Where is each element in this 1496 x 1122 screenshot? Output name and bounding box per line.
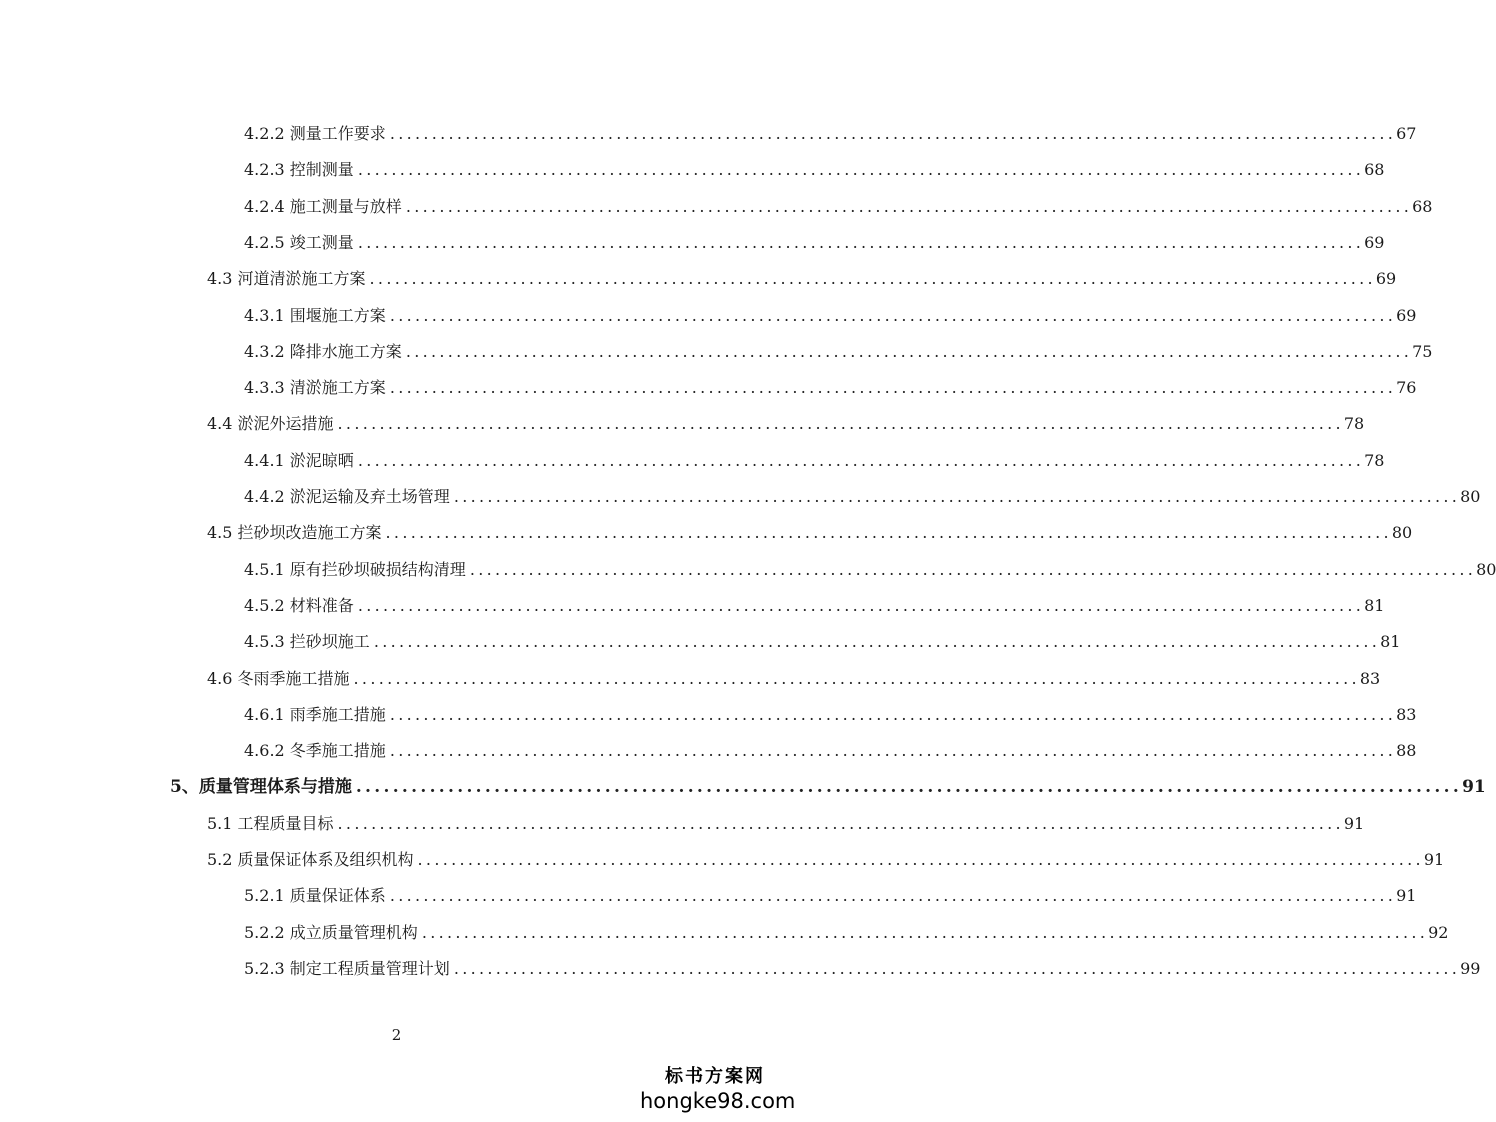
toc-entry-page: 91: [1396, 886, 1417, 906]
watermark-name: 标书方案网: [665, 1066, 765, 1087]
toc-entry-page: 69: [1364, 232, 1385, 252]
watermark-logo: [640, 1066, 796, 1114]
toc-entry-title: 4.5.1 原有拦砂坝破损结构清理: [244, 559, 466, 579]
toc-entry-title: 4.2.3 控制测量: [244, 160, 354, 180]
toc-dot-leader: ........................................................................................................................: [421, 922, 1429, 942]
toc-dot-leader: ........................................................................................................................: [389, 305, 1397, 325]
toc-entry[interactable]: [0, 408, 1365, 434]
toc-dot-leader: ........................................................................................................................: [389, 124, 1397, 143]
toc-entry[interactable]: [0, 917, 1449, 943]
toc-entry-page: 91: [1423, 850, 1445, 869]
toc-entry[interactable]: [0, 590, 1385, 616]
toc-entry-title: 4.2.4 施工测量与放样: [244, 196, 402, 216]
toc-entry-page: 81: [1364, 595, 1385, 615]
toc-entry-page: 80: [1476, 559, 1496, 579]
toc-dot-leader: ........................................................................................................................: [417, 850, 1424, 869]
toc-entry-title: 4.5.2 材料准备: [244, 595, 354, 615]
toc-entry[interactable]: [0, 118, 1417, 144]
toc-dot-leader: ........................................................................................................................: [389, 378, 1397, 398]
toc-entry-title: 4.3.2 降排水施工方案: [244, 341, 402, 361]
toc-entry[interactable]: [0, 263, 1397, 289]
toc-entry[interactable]: [0, 554, 1496, 580]
toc-entry-page: 91: [1343, 813, 1365, 833]
toc-entry-page: 68: [1364, 160, 1385, 180]
toc-entry-page: 68: [1412, 196, 1433, 216]
toc-dot-leader: ........................................................................................................................: [355, 777, 1463, 798]
toc-entry-title: 4.5 拦砂坝改造施工方案: [207, 523, 382, 543]
toc-entry[interactable]: [0, 227, 1385, 253]
toc-entry-title: 4.2.5 竣工测量: [244, 232, 354, 252]
toc-entry-page: 69: [1375, 269, 1397, 289]
toc-dot-leader: ........................................................................................................................: [385, 523, 1392, 543]
toc-entry-title: 4.5.3 拦砂坝施工: [244, 632, 370, 652]
toc-dot-leader: ........................................................................................................................: [373, 632, 1381, 652]
toc-dot-leader: ........................................................................................................................: [389, 704, 1397, 724]
toc-dot-leader: ........................................................................................................................: [357, 450, 1365, 470]
toc-entry[interactable]: [0, 300, 1417, 326]
toc-entry-page: 75: [1412, 341, 1433, 361]
toc-entry[interactable]: [0, 844, 1445, 870]
toc-entry[interactable]: [0, 372, 1417, 398]
toc-entry-title: 5、质量管理体系与措施: [170, 777, 352, 798]
toc-entry-page: 80: [1460, 487, 1481, 506]
toc-entry[interactable]: [0, 771, 1486, 798]
toc-entry[interactable]: [0, 445, 1385, 471]
toc-dot-leader: ........................................................................................................................: [453, 487, 1461, 506]
toc-entry-page: 78: [1343, 414, 1365, 434]
toc-dot-leader: ........................................................................................................................: [369, 269, 1376, 289]
toc-entry[interactable]: [0, 191, 1433, 217]
toc-entry-page: 80: [1391, 523, 1413, 543]
toc-entry-page: 88: [1396, 741, 1417, 761]
toc-entry-page: 99: [1460, 958, 1481, 978]
toc-entry-title: 4.4.1 淤泥晾晒: [244, 450, 354, 470]
toc-entry[interactable]: [0, 481, 1481, 507]
toc-entry-title: 5.2.1 质量保证体系: [244, 886, 386, 906]
toc-dot-leader: ........................................................................................................................: [357, 160, 1365, 180]
toc-entry-page: 91: [1462, 777, 1486, 798]
toc-entry[interactable]: [0, 517, 1413, 543]
toc-dot-leader: ........................................................................................................................: [405, 196, 1413, 216]
toc-entry-title: 4.6.2 冬季施工措施: [244, 741, 386, 761]
toc-entry[interactable]: [0, 808, 1365, 834]
toc-dot-leader: ........................................................................................................................: [357, 595, 1365, 615]
toc-entry-page: 83: [1396, 704, 1417, 724]
toc-entry[interactable]: [0, 735, 1417, 761]
toc-entry-title: 5.2 质量保证体系及组织机构: [207, 850, 414, 869]
toc-entry[interactable]: [0, 880, 1417, 906]
toc-dot-leader: ........................................................................................................................: [453, 958, 1461, 978]
toc-dot-leader: ........................................................................................................................: [469, 559, 1477, 579]
page-number: 2: [391, 1026, 402, 1044]
toc-entry-page: 92: [1428, 922, 1449, 942]
toc-dot-leader: ........................................................................................................................: [405, 341, 1413, 361]
toc-entry[interactable]: [0, 953, 1481, 979]
toc-entry-page: 76: [1396, 378, 1417, 398]
toc-dot-leader: ........................................................................................................................: [353, 668, 1360, 688]
toc-entry[interactable]: [0, 336, 1433, 362]
toc-entry-title: 4.6.1 雨季施工措施: [244, 704, 386, 724]
toc-entry-page: 69: [1396, 305, 1417, 325]
toc-entry[interactable]: [0, 626, 1401, 652]
toc-dot-leader: ........................................................................................................................: [337, 414, 1344, 434]
toc-entry-title: 4.3.3 清淤施工方案: [244, 378, 386, 398]
toc-entry-title: 4.2.2 测量工作要求: [244, 124, 386, 143]
toc-entry[interactable]: [0, 154, 1385, 180]
toc-entry-title: 4.4 淤泥外运措施: [207, 414, 334, 434]
toc-entry-page: 78: [1364, 450, 1385, 470]
toc-dot-leader: ........................................................................................................................: [389, 741, 1397, 761]
toc-entry-title: 4.4.2 淤泥运输及弃土场管理: [244, 487, 450, 506]
toc-entry-title: 5.2.2 成立质量管理机构: [244, 922, 418, 942]
toc-dot-leader: ........................................................................................................................: [337, 813, 1344, 833]
toc-entry-title: 5.1 工程质量目标: [207, 813, 334, 833]
toc-entry-title: 4.6 冬雨季施工措施: [207, 668, 350, 688]
toc-entry-page: 67: [1396, 124, 1417, 143]
toc-dot-leader: ........................................................................................................................: [357, 232, 1365, 252]
toc-entry-page: 81: [1380, 632, 1401, 652]
toc-entry-page: 83: [1359, 668, 1381, 688]
toc-entry[interactable]: [0, 663, 1381, 689]
toc-entry-title: 4.3 河道清淤施工方案: [207, 269, 366, 289]
toc-entry-title: 4.3.1 围堰施工方案: [244, 305, 386, 325]
watermark-site: hongke98.com: [640, 1089, 796, 1113]
toc-entry-title: 5.2.3 制定工程质量管理计划: [244, 958, 450, 978]
toc-entry[interactable]: [0, 699, 1417, 725]
toc-dot-leader: ........................................................................................................................: [389, 886, 1397, 906]
